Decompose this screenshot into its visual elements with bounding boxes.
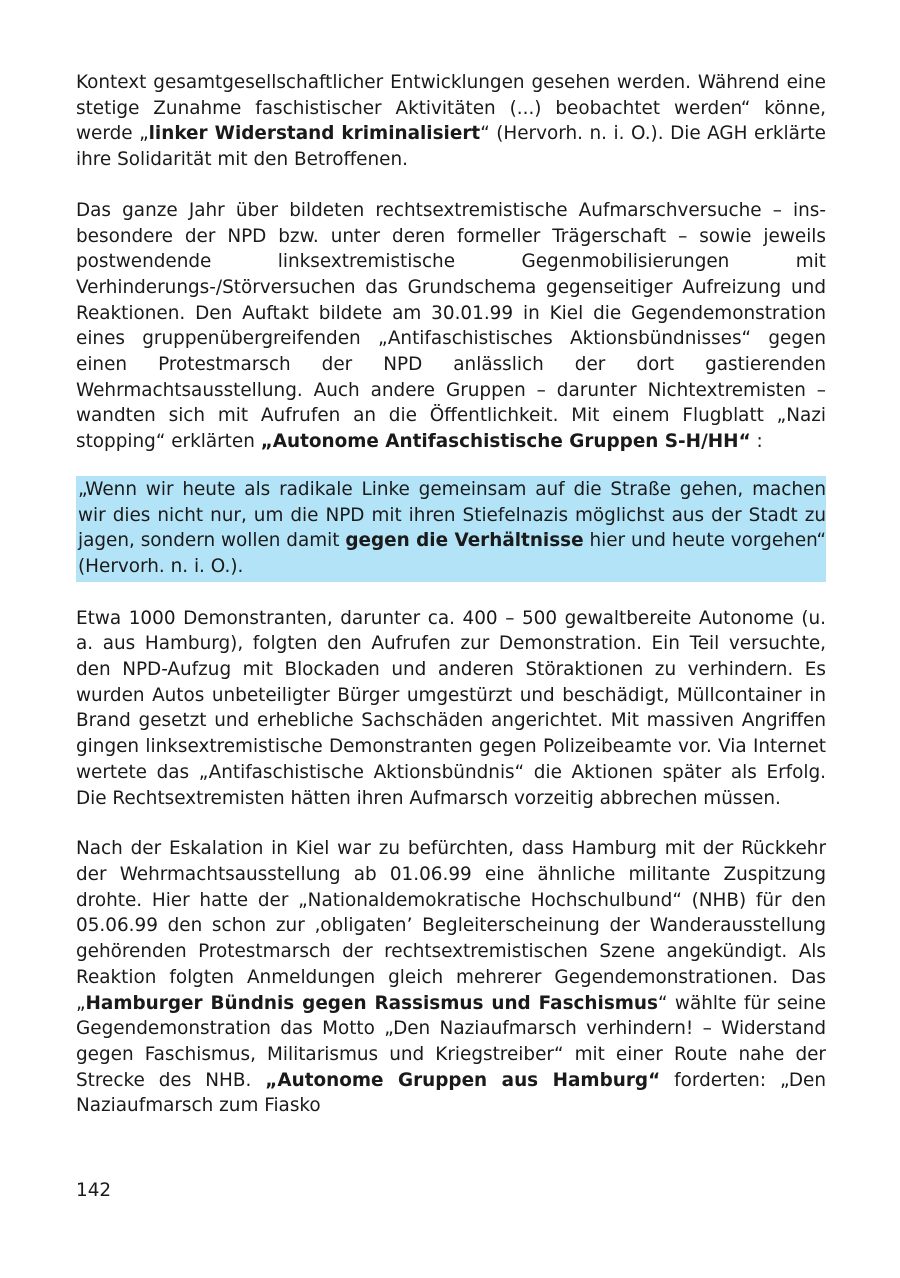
paragraph-context-text-1: Kontext gesamtgesellschaftlicher Entwicklungen gesehen werden. Während eine stetige Zunahme faschistischer Aktivitäten (...) beobachtet werden“ könne, werde „ <box>76 72 826 145</box>
paragraph-hamburg <box>76 836 826 1119</box>
paragraph-context-emphasis: linker Widerstand kriminalisiert <box>148 123 481 145</box>
paragraph-spacer <box>76 811 826 836</box>
paragraph-context-text-2: “ (Hervorh. n. i. O.). Die AGH erklärte ihre Solidarität mit den Betroffenen. <box>76 123 826 171</box>
paragraph-hamburg-emphasis-2: „Autonome Gruppen aus Hamburg“ <box>265 1069 661 1091</box>
document-page <box>76 70 826 1119</box>
paragraph-year-overview-emphasis: „Autonome Antifaschistische Gruppen S-H/HH“ <box>260 431 751 453</box>
paragraph-demonstration <box>76 606 826 812</box>
paragraph-spacer <box>76 455 826 476</box>
paragraph-hamburg-emphasis-1: Hamburger Bündnis gegen Rassismus und Faschismus <box>85 992 658 1014</box>
highlighted-quote <box>76 476 826 582</box>
paragraph-year-overview-text-2: : <box>750 431 763 453</box>
highlighted-quote-text-1: „Wenn wir heute als radikale Linke gemeinsam auf die Straße gehen, machen wir dies nicht nur, um die NPD mit ihren Stiefelnazis möglichst aus der Stadt zu jagen, sondern wollen damit <box>78 478 826 552</box>
highlighted-quote-text-2: hier und heute vorgehen“ (Hervorh. n. i. O.). <box>78 530 826 577</box>
paragraph-hamburg-text-1: Nach der Eskalation in Kiel war zu befürchten, dass Hamburg mit der Rückkehr der Wehrmachtsausstellung ab 01.06.99 eine ähnliche militante Zuspitzung drohte. Hier hatte der „Nationaldemokratische Hochschulbund“ (NHB) für den 05.06.99 den schon zur ‚obligaten’ Begleiterscheinung der Wanderausstellung gehörenden Protestmarsch der rechtsextremistischen Szene angekündigt. Als Reaktion folgten Anmeldungen gleich mehrerer Gegendemonstrationen. Das „ <box>76 838 826 1014</box>
paragraph-year-overview-text-1: Das ganze Jahr über bildeten rechtsextremistische Aufmarschversuche – insbesondere der NPD bzw. unter deren formeller Trägerschaft – sowie jeweils postwendende linksextremistische Gegenmobilisierungen mit Verhinderungs-/Störversuchen das Grundschema gegenseitiger Aufreizung und Reaktionen. Den Auftakt bildete am 30.01.99 in Kiel die Gegendemonstration eines gruppenübergreifenden „Antifaschistisches Aktionsbündnisses“ gegen einen Protestmarsch der NPD anlässlich der dort gastierenden Wehrmachtsausstellung. Auch andere Gruppen – darunter Nichtextremisten – wandten sich mit Aufrufen an die Öffentlichkeit. Mit einem Flugblatt „Nazi stopping“ erklärten <box>76 199 826 453</box>
paragraph-hamburg-text-3: forderten: „Den Naziaufmarsch zum Fiasko <box>76 1069 826 1117</box>
paragraph-year-overview <box>76 198 826 455</box>
paragraph-spacer <box>76 582 826 606</box>
highlighted-quote-emphasis: gegen die Verhältnisse <box>345 530 584 552</box>
page-number: 142 <box>76 1180 112 1201</box>
paragraph-spacer <box>76 173 826 198</box>
paragraph-hamburg-text-2: “ wählte für seine Gegendemonstration das Motto „Den Naziaufmarsch verhindern! – Widerstand gegen Faschismus, Militarismus und Kriegstreiber“ mit einer Route nahe der Strecke des NHB. <box>76 992 826 1091</box>
paragraph-context <box>76 70 826 173</box>
paragraph-demonstration-text: Etwa 1000 Demonstranten, darunter ca. 400 – 500 gewaltbereite Autonome (u. a. aus Hamburg), folgten den Aufrufen zur Demonstration. Ein Teil versuchte, den NPD-Aufzug mit Blockaden und anderen Störaktionen zu verhindern. Es wurden Autos unbeteiligter Bürger umgestürzt und beschädigt, Müllcontainer in Brand gesetzt und erhebliche Sachschäden angerichtet. Mit massiven Angriffen gingen linksextremistische Demonstranten gegen Polizeibeamte vor. Via Internet wertete das „Antifaschistische Aktionsbündnis“ die Aktionen später als Erfolg. Die Rechtsextremisten hätten ihren Aufmarsch vorzeitig abbrechen müssen. <box>76 607 826 809</box>
